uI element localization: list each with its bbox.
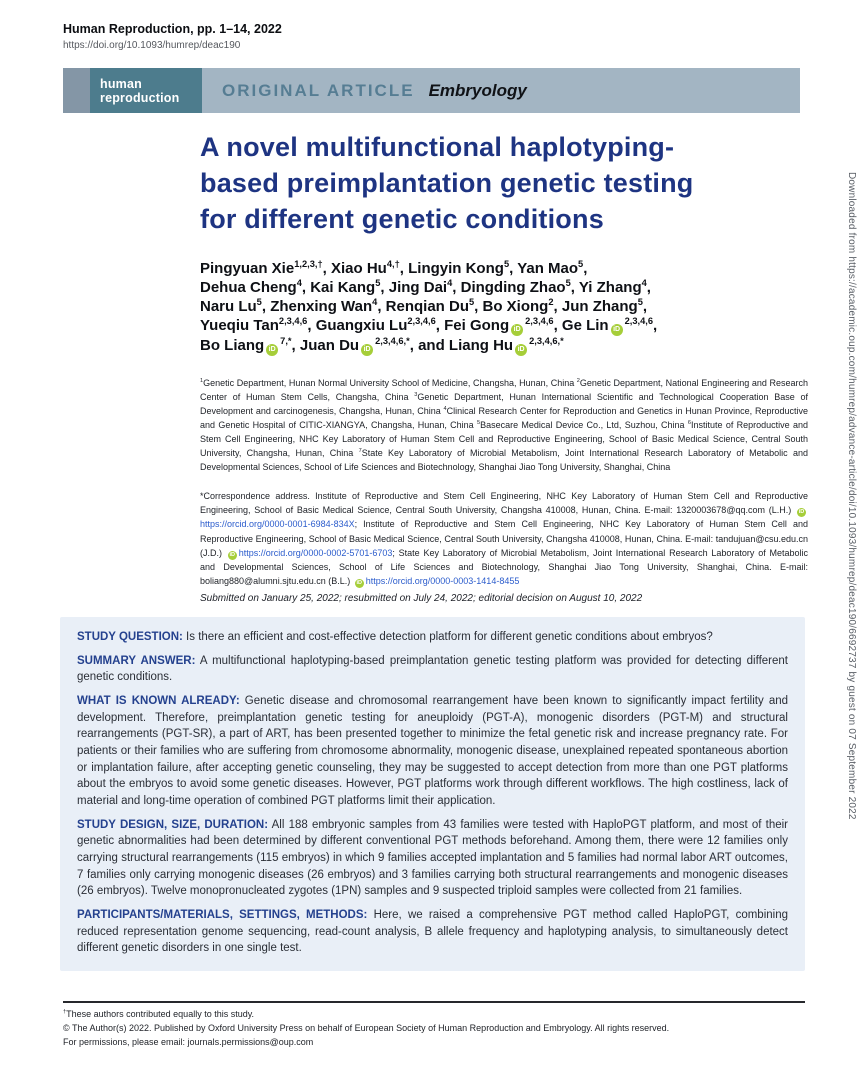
author-superscript: 5: [375, 278, 381, 289]
author-line: Yueqiu Tan$^{2,3,4,6}$, Guangxiu Lu$^{2,3,4,6}$, Fei Gong iD$^{2,3,4,6}$, Ge Lin iD$^{2,3,4,6}$,: [200, 316, 658, 335]
author-line: Dehua Cheng$^4$, Kai Kang$^5$, Jing Dai$^4$, Dingding Zhao$^5$, Yi Zhang$^4$,: [200, 278, 651, 297]
orcid-icon[interactable]: iD: [266, 344, 278, 356]
footnotes: [63, 1008, 763, 1050]
equal-contribution-note: †These authors contributed equally to this study.: [63, 1009, 255, 1019]
abstract-section: STUDY QUESTION: Is there an efficient and cost-effective detection platform for different genetic conditions about embryos?: [77, 631, 713, 643]
journal-banner: [63, 68, 800, 113]
author-name: Fei Gong: [444, 317, 510, 335]
author-name: Naru Lu: [200, 298, 257, 316]
abstract-box: [60, 617, 805, 971]
orcid-link[interactable]: https://orcid.org/0000-0001-6984-834X: [200, 519, 355, 530]
banner-text: [202, 68, 527, 113]
author-name: Pingyuan Xie: [200, 260, 295, 277]
abstract-section: SUMMARY ANSWER: A multifunctional haplotyping-based preimplantation genetic testing platform was provided for detecting different genetic conditions.: [77, 654, 788, 684]
abstract-section-label: WHAT IS KNOWN ALREADY:: [77, 695, 240, 708]
author-superscript: 4: [372, 297, 378, 308]
author-line: Bo Liang $iD^{7,*}$, Juan Du $iD^{2,3,4,6,*}$, and Liang Hu $iD^{2,3,4,6,*}$: [200, 336, 564, 355]
affiliation-number: 3: [414, 391, 418, 398]
author-superscript: 5: [256, 297, 262, 308]
orcid-link[interactable]: https://orcid.org/0000-0003-1414-8455: [365, 576, 520, 587]
abstract-section-label: SUMMARY ANSWER:: [77, 654, 196, 667]
author-superscript: 5: [469, 297, 475, 308]
orcid-icon[interactable]: iD: [515, 344, 527, 356]
journal-logo: [90, 68, 202, 113]
abstract-section-label: STUDY DESIGN, SIZE, DURATION:: [77, 818, 269, 831]
author-superscript: 5: [565, 278, 571, 289]
author-name: Lingyin Kong: [408, 260, 504, 277]
abstract-section-label: STUDY QUESTION:: [77, 631, 183, 643]
orcid-icon[interactable]: iD: [611, 324, 623, 336]
section-label: Embryology: [428, 80, 527, 100]
author-name: Bo Liang: [200, 337, 265, 355]
orcid-icon[interactable]: iD: [511, 324, 523, 336]
author-name: Kai Kang: [310, 279, 376, 297]
author-superscript: 5: [503, 259, 510, 269]
title-line: based preimplantation genetic testing: [200, 167, 694, 198]
affiliation-number: 2: [576, 378, 580, 384]
page-title: [200, 130, 820, 238]
orcid-icon[interactable]: iD: [361, 344, 373, 356]
author-superscript: 2,3,4,6,*: [529, 336, 564, 347]
author-name: Jing Dai: [388, 279, 448, 297]
author-name: Guangxiu Lu: [315, 317, 408, 335]
abstract-section-label: PARTICIPANTS/MATERIALS, SETTINGS, METHODS:: [77, 909, 368, 922]
author-line: Naru Lu$^5$, Zhenxing Wan$^4$, Renqian Du$^5$, Bo Xiong$^2$, Jun Zhang$^5$,: [200, 297, 648, 316]
doi-link[interactable]: https://doi.org/10.1093/humrep/deac190: [63, 40, 241, 51]
author-superscript: 4,†: [386, 259, 400, 269]
abstract-section: WHAT IS KNOWN ALREADY: Genetic disease and chromosomal rearrangement have been known to significantly impact fertility and development. Therefore, preimplantation genetic testing for aneuploidy (PGT-A), monogenic disorders (PGT-M) and structural rearrangements (PGT-SR), a part of ART, has been presented together to minimize the fetal genetic risk and increase pregnancy rate. For patients or their families who are suffering from chromosome abnormality, monogenic disease, unexplained repeated spontaneous abortion or implantation failure, after accepting genetic counseling, they may be suggested to accept detection from more than one PGT platforms about the embryos to avoid some genetic diseases. However, PGT platforms work through different workflows. The high costliness, lack of material and long-time operation of combined PGT platforms limit their application.: [77, 695, 789, 808]
author-name: Dehua Cheng: [200, 279, 297, 297]
author-list: [200, 259, 820, 356]
author-superscript: 1,2,3,†: [294, 259, 323, 269]
author-superscript: 2,3,4,6: [407, 316, 436, 327]
author-name: Yi Zhang: [578, 279, 642, 297]
download-watermark: Downloaded from https://academic.oup.com/humrep/advance-article/doi/10.1093/humrep/deac190/6692737 by guest on 07 September 2022: [846, 172, 857, 820]
author-superscript: 2,3,4,6: [525, 316, 554, 327]
journal-citation: Human Reproduction, pp. 1–14, 2022: [63, 22, 282, 36]
author-superscript: 5: [578, 259, 584, 269]
author-name: Zhenxing Wan: [270, 298, 373, 316]
title-line: for different genetic conditions: [200, 203, 604, 234]
author-name: Yueqiu Tan: [200, 317, 279, 335]
affiliation-number: 7: [358, 447, 362, 454]
copyright-note: © The Author(s) 2022. Published by Oxford University Press on behalf of European Society of Human Reproduction and Embryology. All rights reserved.: [63, 1022, 670, 1033]
author-superscript: 4: [447, 278, 453, 289]
author-name: Ge Lin: [561, 317, 609, 335]
author-superscript: 5: [637, 297, 643, 308]
author-name: Yan Mao: [517, 260, 579, 277]
dagger-symbol: †: [63, 1009, 67, 1015]
title-line: A novel multifunctional haplotyping-: [200, 132, 675, 162]
journal-logo-line2: reproduction: [100, 90, 180, 105]
author-superscript: 2,3,4,6: [624, 316, 654, 327]
affiliation-number: 4: [443, 405, 447, 412]
author-name: Dingding Zhao: [460, 279, 566, 297]
abstract-section: STUDY DESIGN, SIZE, DURATION: All 188 embryonic samples from 43 families were tested with HaploPGT platform, and most of their genetic abnormalities had been determined by different conventional PGT methods beforehand. Among them, there were 12 families only carrying structural rearrangements (115 embryos) in which 9 families accepted implantation and 5 families had normal labor ART outcomes, 7 families only carrying monogenic diseases (26 embryos) and 3 families carrying both structural rearrangements and monogenic diseases (26 embryos). Twelve monopronucleated zygotes (1PN) samples and 9 suspected triploid samples were collected from 21 families.: [77, 818, 789, 898]
permissions-note: For permissions, please email: journals.permissions@oup.com: [63, 1036, 314, 1047]
abstract-section: PARTICIPANTS/MATERIALS, SETTINGS, METHODS: Here, we raised a comprehensive PGT method called HaploPGT, combining reduced representation genome sequencing, read-count analysis, B allele frequency and haplotyping analysis, to simultaneously detect different genetic disorders in one single test.: [77, 909, 788, 955]
orcid-icon[interactable]: iD: [356, 580, 362, 587]
orcid-icon[interactable]: iD: [229, 551, 236, 558]
correspondence-address: *Correspondence address. Institute of Reproductive and Stem Cell Engineering, NHC Key Laboratory of Human Stem Cell and Reproductive Engineering, School of Basic Medical Science, Central South University, Changsha 410008, Hunan, China. E-mail: 1320003678@qq.com (L.H.) iDhttps://orcid.org/0000-0001-6984-834X; Institute of Reproductive and Stem Cell Engineering, NHC Key Laboratory of Human Stem Cell and Reproductive Engineering, School of Basic Medical Science, Central South University, Changsha 410008, Hunan, China. E-mail: tandujuan@csu.edu.cn (J.D.) iD https://orcid.org/0000-0002-5701-6703; State Key Laboratory of Microbial Metabolism, Joint International Research Laboratory of Metabolic and Developmental Sciences, School of Life Sciences and Biotechnology, Shanghai Jiao Tong University, Shanghai, China. E-mail: boliang880@alumni.sjtu.edu.cn (B.L.) iD https://orcid.org/0000-0003-1414-8455: [200, 491, 808, 587]
author-name: Bo Xiong: [482, 298, 549, 316]
author-name: Liang Hu: [448, 337, 514, 355]
author-superscript: 4: [296, 278, 302, 289]
author-name: Juan Du: [299, 337, 360, 355]
affiliation-number: 5: [476, 419, 481, 426]
author-superscript: 2,3,4,6: [278, 316, 308, 327]
article-type-label: ORIGINAL ARTICLE: [222, 80, 415, 100]
journal-logo-line1: human: [100, 76, 142, 91]
author-name: Xiao Hu: [330, 260, 387, 277]
footnote-divider: [63, 1001, 805, 1003]
orcid-link[interactable]: https://orcid.org/0000-0002-5701-6703: [238, 547, 393, 558]
author-name: Jun Zhang: [561, 298, 638, 316]
orcid-icon[interactable]: iD: [798, 509, 805, 516]
author-superscript: 4: [641, 278, 647, 289]
affiliations: $^1$Genetic Department, Hunan Normal University School of Medicine, Changsha, Hunan, China $^2$Genetic Department, National Engineering and Research Center of Human Stem Cells, Changsha, China $^3$Genetic Department, Hunan International Scientific and Technological Cooperation Base of Development and carcinogenesis, Changsha, Hunan, China $^4$Clinical Research Center for Reproduction and Genetics in Hunan Province, Reproductive and Genetic Hospital of CITIC-XIANGYA, Changsha, Hunan, China $^5$Basecare Medical Device Co., Ltd, Suzhou, China $^6$Institute of Reproductive and Stem Cell Engineering, NHC Key Laboratory of Human Stem Cell and Reproductive Engineering, School of Basic Medical Science, Central South University, Changsha, Hunan, China $^7$State Key Laboratory of Microbial Metabolism, Joint International Research Laboratory of Metabolic and Developmental Sciences, School of Life Sciences and Biotechnology, Shanghai Jiao Tong University, Shanghai, China: [200, 378, 808, 472]
affiliation-number: 1: [200, 378, 204, 384]
author-superscript: 2,3,4,6,*: [375, 336, 410, 347]
author-line: Pingyuan Xie$^{1,2,3,\dagger}$, Xiao $Hu^{4,\dagger}$, Lingyin Kong$^5$, Yan Mao$^5$,: [200, 259, 588, 277]
banner-left-segment: [63, 68, 90, 113]
affiliation-number: 6: [687, 419, 691, 426]
submission-history: Submitted on January 25, 2022; resubmitted on July 24, 2022; editorial decision on August 10, 2022: [200, 593, 643, 604]
author-superscript: 2: [548, 297, 554, 308]
author-superscript: 7,*: [280, 336, 292, 347]
author-name: Renqian Du: [385, 298, 469, 316]
